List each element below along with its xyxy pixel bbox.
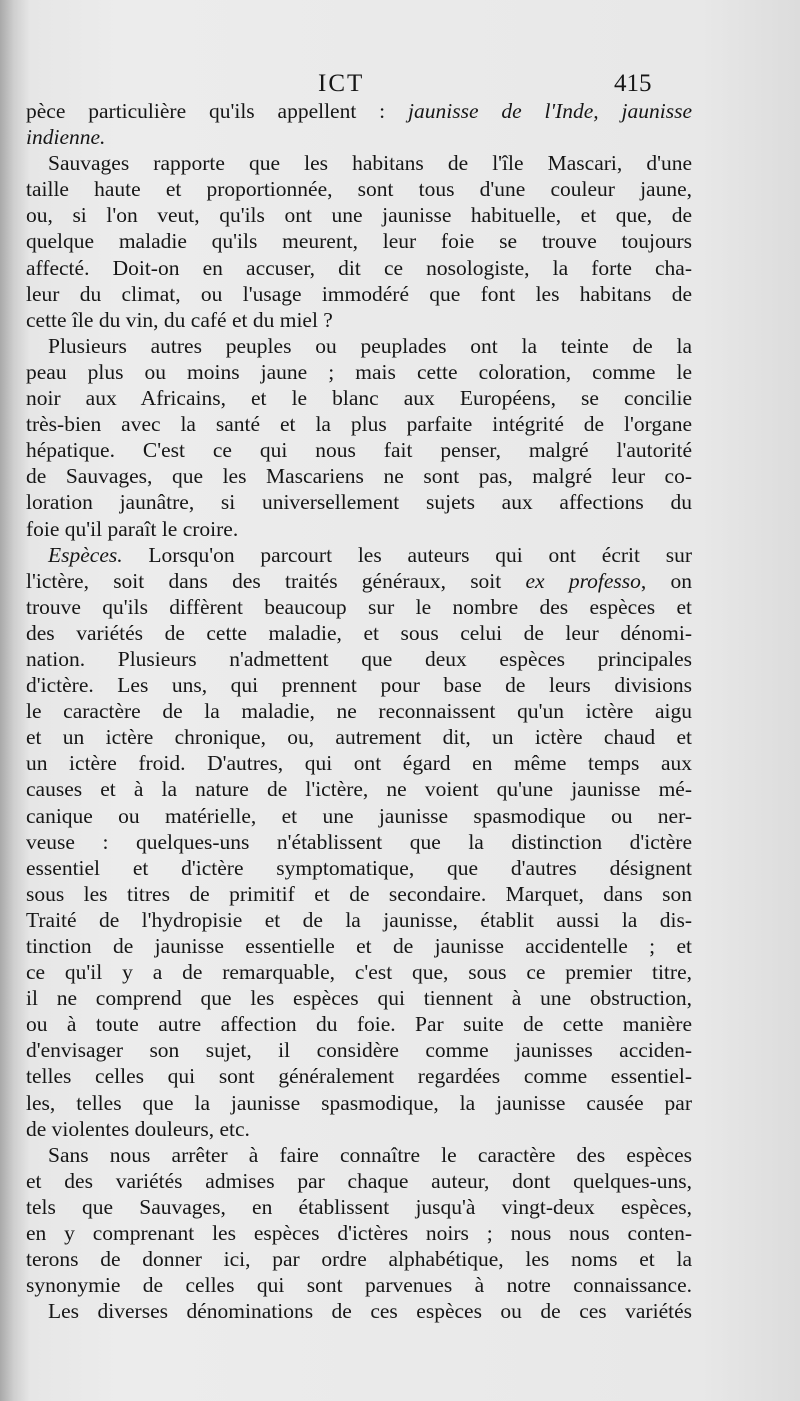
text-line-39: les, telles que la jaunisse spasmodique, la jaunisse causée par	[26, 1090, 692, 1115]
text-line-2	[26, 124, 692, 150]
text-line-36: ou à toute autre affection du foie. Par suite de cette manière	[26, 1012, 692, 1037]
text-line-4: taille haute et proportionnée, sont tous d'une couleur jaune,	[26, 177, 692, 202]
text-line-35: il ne comprend que les espèces qui tiennent à une obstruction,	[26, 986, 692, 1011]
text-line-38: telles celles qui sont généralement regardées comme essentiel-	[26, 1064, 692, 1089]
italic-phrase: ex professo	[525, 568, 641, 593]
text-line-14: hépatique. C'est ce qui nous fait penser, malgré l'autorité	[26, 438, 692, 463]
text-line-23: d'ictère. Les uns, qui prennent pour base de leurs divisions	[26, 673, 692, 698]
text-line-30: essentiel et d'ictère symptomatique, que d'autres désignent	[26, 855, 692, 880]
text-line-37: d'envisager son sujet, il considère comme jaunisses acciden-	[26, 1038, 692, 1063]
text-line-45: terons de donner ici, par ordre alphabétique, les noms et la	[26, 1247, 692, 1272]
text-line-26: un ictère froid. D'autres, qui ont égard en même temps aux	[26, 751, 692, 776]
text-line-20: trouve qu'ils diffèrent beaucoup sur le nombre des espèces et	[26, 594, 692, 619]
italic-phrase: jaunisse de l'Inde, jaunisse	[408, 99, 692, 123]
text-line-31: sous les titres de primitif et de secondaire. Marquet, dans son	[26, 881, 692, 906]
text-line-42: et des variétés admises par chaque auteur, dont quelques-uns,	[26, 1168, 692, 1193]
text-line-16: loration jaunâtre, si universellement sujets aux affections du	[26, 490, 692, 515]
text-line-12: noir aux Africains, et le blanc aux Européens, se concilie	[26, 386, 692, 411]
text-line-29: veuse : quelques-uns n'établissent que la distinction d'ictère	[26, 829, 692, 854]
text-line-17: foie qu'il paraît le croire.	[26, 516, 239, 541]
body-text	[26, 98, 692, 1324]
italic-phrase: Espèces.	[48, 542, 123, 567]
text-line-24: le caractère de la maladie, ne reconnaissent qu'un ictère aigu	[26, 699, 692, 724]
text-line-9: cette île du vin, du café et du miel ?	[26, 307, 333, 332]
text-line-7: affecté. Doit-on en accuser, dit ce nosologiste, la forte cha-	[26, 255, 692, 280]
text-line-10: Plusieurs autres peuples ou peuplades ont la teinte de la	[48, 333, 692, 358]
text-line-1: pèce particulière qu'ils appellent : jaunisse de l'Inde, jaunisse	[26, 99, 692, 123]
text-line-6: quelque maladie qu'ils meurent, leur foie se trouve toujours	[26, 229, 692, 254]
text-line-33: tinction de jaunisse essentielle et de jaunisse accidentelle ; et	[26, 934, 692, 958]
text-line-43: tels que Sauvages, en établissent jusqu'à vingt-deux espèces,	[26, 1194, 692, 1219]
text-line-41: Sans nous arrêter à faire connaître le caractère des espèces	[48, 1142, 692, 1167]
text-line-46: synonymie de celles qui sont parvenues à notre connaissance.	[26, 1273, 692, 1298]
text-line-47: Les diverses dénominations de ces espèces ou de ces variétés	[48, 1299, 692, 1324]
text-line-40: de violentes douleurs, etc.	[26, 1116, 250, 1141]
text-line-34: ce qu'il y a de remarquable, c'est que, sous ce premier titre,	[26, 960, 692, 985]
text-line-32: Traité de l'hydropisie et de la jaunisse, établit aussi la dis-	[26, 907, 692, 932]
italic-phrase: indienne.	[26, 125, 106, 150]
text-line-25: et un ictère chronique, ou, autrement dit, un ictère chaud et	[26, 725, 692, 750]
text-line-8: leur du climat, ou l'usage immodéré que font les habitans de	[26, 281, 692, 306]
text-line-44: en y comprenant les espèces d'ictères noirs ; nous nous conten-	[26, 1221, 692, 1246]
text-line-28: canique ou matérielle, et une jaunisse spasmodique ou ner-	[26, 803, 692, 828]
text-line-15: de Sauvages, que les Mascariens ne sont pas, malgré leur co-	[26, 464, 692, 489]
text-line-18: Espèces. Lorsqu'on parcourt les auteurs qui ont écrit sur	[48, 542, 692, 567]
text-line-19: l'ictère, soit dans des traités généraux, soit ex professo, on	[26, 568, 692, 593]
page-number: 415	[614, 70, 652, 97]
text-line-3: Sauvages rapporte que les habitans de l'île Mascari, d'une	[48, 151, 692, 176]
text-line-21: des variétés de cette maladie, et sous celui de leur dénomi-	[26, 620, 692, 645]
text-line-27: causes et à la nature de l'ictère, ne voient qu'une jaunisse mé-	[26, 777, 692, 802]
running-head: ICT	[318, 70, 365, 97]
text-line-11: peau plus ou moins jaune ; mais cette coloration, comme le	[26, 359, 692, 384]
text-line-5: ou, si l'on veut, qu'ils ont une jaunisse habituelle, et que, de	[26, 203, 692, 228]
text-line-22: nation. Plusieurs n'admettent que deux espèces principales	[26, 646, 692, 671]
text-line-13: très-bien avec la santé et la plus parfaite intégrité de l'organe	[26, 412, 692, 437]
